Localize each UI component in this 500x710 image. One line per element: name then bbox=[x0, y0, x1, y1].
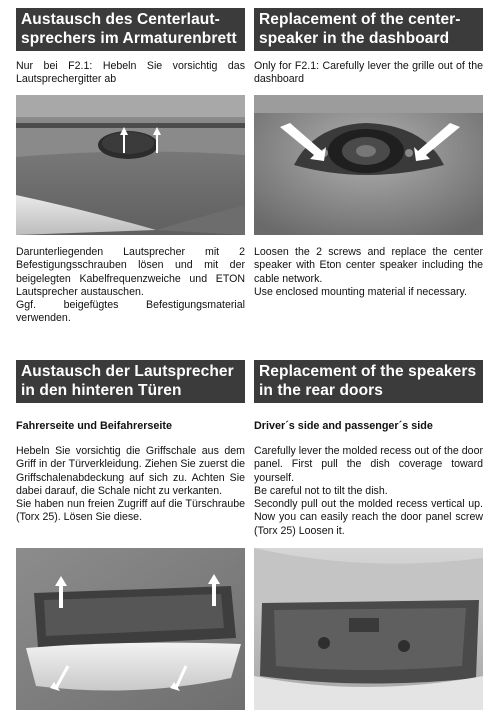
section1-body-en-p1: Loosen the 2 screws and replace the center speaker with Eton center speaker including the cable network. bbox=[254, 246, 483, 285]
section1-title-en-line1: Replacement of the center- bbox=[259, 11, 461, 28]
section2-subtitle-en: Driver´s side and passenger´s side bbox=[254, 420, 433, 432]
section1-intro-de: Nur bei F2.1: Hebeln Sie vorsichtig das Lautsprechergitter ab bbox=[16, 60, 245, 86]
section2-body-en bbox=[254, 445, 483, 538]
section1-body-de bbox=[16, 246, 245, 326]
section1-intro-en: Only for F2.1: Carefully lever the grille out of the dashboard bbox=[254, 60, 483, 86]
section1-body-en-p2: Use enclosed mounting material if necessary. bbox=[254, 285, 467, 298]
section2-title-de bbox=[16, 360, 245, 403]
section2-body-en-p2: Be careful not to tilt the dish. bbox=[254, 484, 388, 497]
section1-body-de-p1: Darunterliegenden Lautsprecher mit 2 Befestigungsschrauben lösen und mit der beigelegten Kabelfrequenzweiche und ETON Lautsprecher austauschen. bbox=[16, 246, 245, 298]
section1-title-en bbox=[254, 8, 483, 51]
section2-body-de-p1: Hebeln Sie vorsichtig die Griffschale aus dem Griff in der Türverkleidung. Ziehen Sie zuerst die Griffschalenabdeckung auf sich zu. Achten Sie dabei darauf, die Schale nicht zu verkanten. bbox=[16, 445, 245, 497]
section1-title-en-line2: speaker in the dashboard bbox=[259, 30, 450, 47]
section2-title-en bbox=[254, 360, 483, 403]
section2-subtitle-de: Fahrerseite und Beifahrerseite bbox=[16, 420, 173, 432]
section1-body-en bbox=[254, 246, 483, 299]
section1-title-de-line2: sprechers im Armaturenbrett bbox=[21, 30, 237, 47]
photo-door-handle bbox=[16, 548, 245, 710]
section2-title-de-line1: Austausch der Lautsprecher bbox=[21, 363, 234, 380]
section2-body-en-p1: Carefully lever the molded recess out of the door panel. First pull the dish coverage toward yourself. bbox=[254, 445, 483, 484]
section2-title-en-line1: Replacement of the speakers bbox=[259, 363, 477, 380]
section2-title-de-line2: in den hinteren Türen bbox=[21, 382, 182, 399]
photo-center-speaker bbox=[254, 95, 483, 235]
section2-body-en-p3: Secondly pull out the molded recess vertical up. Now you can easily reach the door panel screw (Torx 25) Loosen it. bbox=[254, 498, 483, 537]
section2-body-de bbox=[16, 445, 245, 525]
section1-title-de bbox=[16, 8, 245, 51]
section2-body-de-p2: Sie haben nun freien Zugriff auf die Türschraube (Torx 25). Lösen Sie diese. bbox=[16, 498, 245, 524]
section2-title-en-line2: in the rear doors bbox=[259, 382, 384, 399]
photo-dashboard-grille bbox=[16, 95, 245, 235]
section1-title-de-line1: Austausch des Centerlaut- bbox=[21, 11, 220, 28]
photo-door-panel bbox=[254, 548, 483, 710]
section1-body-de-p2: Ggf. beigefügtes Befestigungsmaterial verwenden. bbox=[16, 299, 245, 325]
